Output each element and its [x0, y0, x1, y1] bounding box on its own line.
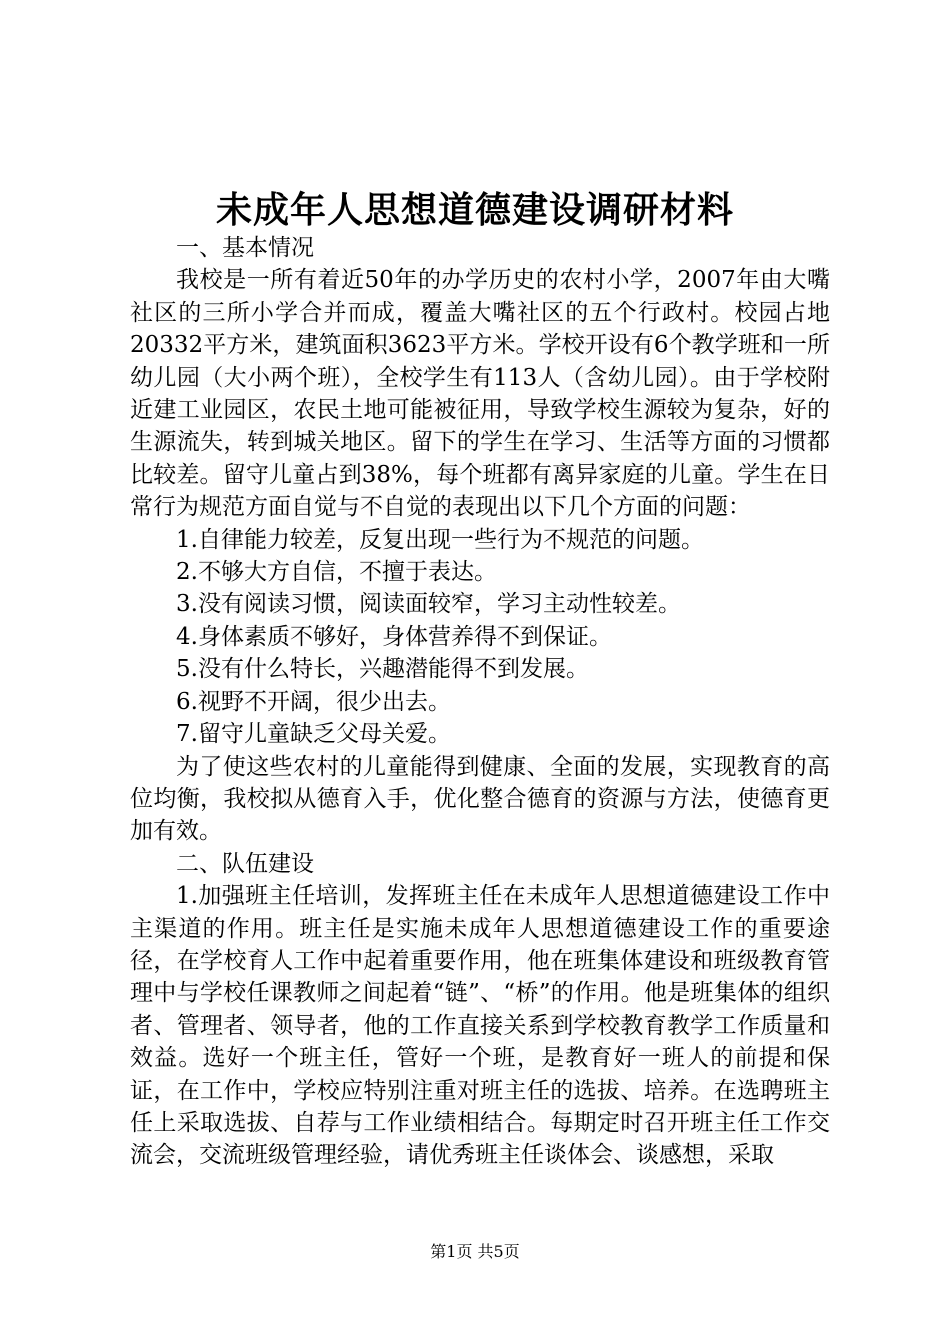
section-heading: 二、队伍建设	[176, 850, 314, 877]
list-item: 1.自律能力较差，反复出现一些行为不规范的问题。	[176, 526, 704, 553]
body-paragraph: 为了使这些农村的儿童能得到健康、全面的发展，实现教育的高位均衡，我校拟从德育入手，优化整合德育的资源与方法，使德育更加有效。	[130, 753, 830, 845]
list-item: 4.身体素质不够好，身体营养得不到保证。	[176, 623, 612, 650]
page-number: 第1页 共5页	[430, 1242, 520, 1261]
list-item: 6.视野不开阔，很少出去。	[176, 688, 451, 715]
document-body	[130, 232, 830, 1172]
list-item: 5.没有什么特长，兴趣潜能得不到发展。	[176, 656, 589, 683]
list-item: 3.没有阅读习惯，阅读面较窄，学习主动性较差。	[176, 591, 681, 618]
body-paragraph: 1.加强班主任培训，发挥班主任在未成年人思想道德建设工作中主渠道的作用。班主任是实施未成年人思想道德建设工作的重要途径，在学校育人工作中起着重要作用，他在班集体建设和班级教育管理中与学校任课教师之间起着“链”、“桥”的作用。他是班集体的组织者、管理者、领导者，他的工作直接关系到学校教育教学工作质量和效益。选好一个班主任，管好一个班，是教育好一班人的前提和保证，在工作中，学校应特别注重对班主任的选拔、培养。在选聘班主任上采取选拔、自荐与工作业绩相结合。每期定时召开班主任工作交流会，交流班级管理经验，请优秀班主任谈体会、谈感想，采取	[130, 883, 830, 1169]
document-title: 未成年人思想道德建设调研材料	[215, 189, 734, 231]
list-item: 7.留守儿童缺乏父母关爱。	[176, 721, 451, 748]
section-heading: 一、基本情况	[176, 235, 314, 261]
list-item: 2.不够大方自信，不擅于表达。	[176, 559, 497, 586]
body-paragraph: 我校是一所有着近50年的办学历史的农村小学，2007年由大嘴社区的三所小学合并而成，覆盖大嘴社区的五个行政村。校园占地20332平方米，建筑面积3623平方米。学校开设有6个教学班和一所幼儿园（大小两个班），全校学生有113人（含幼儿园）。由于学校附近建工业园区，农民土地可能被征用，导致学校生源较为复杂，好的生源流失，转到城关地区。留下的学生在学习、生活等方面的习惯都比较差。留守儿童占到38%，每个班都有离异家庭的儿童。学生在日常行为规范方面自觉与不自觉的表现出以下几个方面的问题：	[130, 267, 830, 521]
